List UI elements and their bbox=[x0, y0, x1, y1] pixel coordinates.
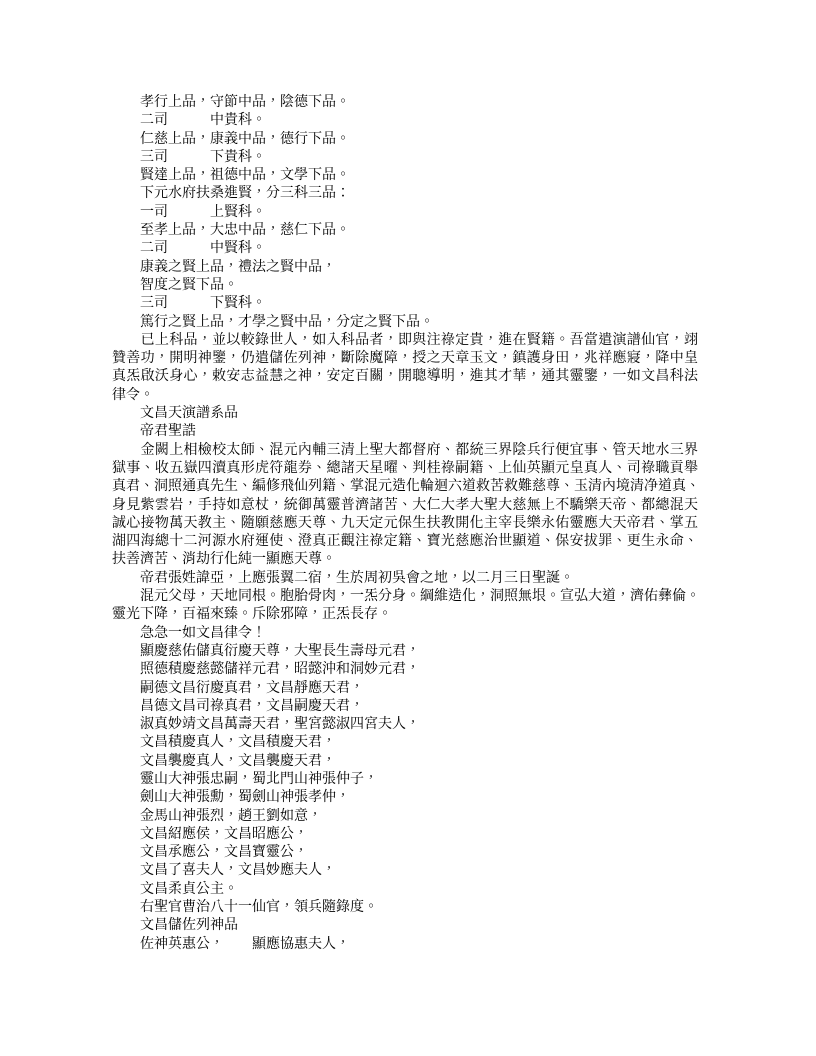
text-line: 帝君聖誥 bbox=[112, 424, 196, 440]
text-line: 一司 上賢科。 bbox=[112, 204, 266, 220]
text-line: 身見紫雲岩，手持如意杖，統御萬靈普濟諸苦、大仁大孝大聖大慈無上不驕樂天帝、都總混天 bbox=[112, 497, 698, 513]
text-line: 顯慶慈佑儲真衍慶天尊，大聖長生壽母元君， bbox=[112, 643, 420, 659]
text-line: 急急一如文昌律令！ bbox=[112, 625, 266, 641]
text-line: 二司 中貴科。 bbox=[112, 113, 266, 129]
text-line: 賢達上品，祖德中品，文學下品。 bbox=[112, 168, 350, 184]
text-block bbox=[112, 94, 698, 954]
text-line: 文昌襲慶真人，文昌襲慶天君， bbox=[112, 753, 336, 769]
text-line: 湖四海總十二河源水府運使、澄真正觀注祿定籍、寶光慈應治世顯道、保安拔罪、更生永命、 bbox=[112, 534, 698, 550]
text-line: 扶善濟苦、消劫行化純一顯應天尊。 bbox=[112, 552, 336, 568]
text-line: 三司 下貴科。 bbox=[112, 149, 266, 165]
text-line: 篤行之賢上品，才學之賢中品，分定之賢下品。 bbox=[112, 314, 434, 330]
text-line: 劍山大神張勳，蜀劍山神張孝仲， bbox=[112, 790, 350, 806]
text-line: 三司 下賢科。 bbox=[112, 296, 266, 312]
text-line: 照德積慶慈懿儲祥元君，昭懿沖和洞妙元君， bbox=[112, 662, 420, 678]
text-line: 誠心接物萬天教主、隨願慈應天尊、九天定元保生扶教開化主宰長樂永佑靈應大天帝君、掌五 bbox=[112, 515, 698, 531]
text-line: 淑真妙靖文昌萬壽天君，聖宮懿淑四宮夫人， bbox=[112, 717, 420, 733]
text-line: 真炁啟沃身心，敕安志益慧之神，安定百關，開聰導明，進其才華，通其靈鑒，一如文昌科法 bbox=[112, 369, 698, 385]
text-line: 金馬山神張烈，趙王劉如意， bbox=[112, 808, 322, 824]
text-line: 文昌承應公，文昌寶靈公， bbox=[112, 845, 308, 861]
text-line: 金闕上相檢校太師、混元內輔三清上聖大都督府、都統三界陰兵行便宜事、管天地水三界 bbox=[112, 442, 698, 458]
text-line: 贊善功，開明神鑒，仍遣儲佐列神，斷除魔障，授之天章玉文，鎮護身田，兆祥應寢，降中皇 bbox=[112, 351, 698, 367]
text-line: 已上科品，並以較錄世人，如入科品者，即與注祿定貴，進在賢籍。吾當遣演譜仙官，翊 bbox=[112, 332, 698, 348]
text-line: 靈山大神張忠嗣，蜀北門山神張仲子， bbox=[112, 771, 378, 787]
text-line: 孝行上品，守節中品，陰德下品。 bbox=[112, 95, 350, 110]
text-line: 靈光下降，百福來臻。斥除邪障，正炁長存。 bbox=[112, 607, 392, 623]
text-line: 文昌紹應侯，文昌昭應公， bbox=[112, 826, 308, 842]
text-line: 律令。 bbox=[112, 387, 154, 403]
text-line: 帝君張姓諱亞，上應張翼二宿，生於周初吳會之地，以二月三日聖誕。 bbox=[112, 570, 574, 586]
text-line: 文昌天演譜系品 bbox=[112, 406, 238, 422]
text-line: 二司 中賢科。 bbox=[112, 241, 266, 257]
text-line: 至孝上品，大忠中品，慈仁下品。 bbox=[112, 223, 350, 239]
text-line: 獄事、收五嶽四瀆真形虎符龍券、總諸天星曜、判桂祿嗣籍、上仙英顯元皇真人、司祿職貢舉 bbox=[112, 460, 698, 476]
text-line: 仁慈上品，康義中品，德行下品。 bbox=[112, 131, 350, 147]
text-line: 文昌柔貞公主。 bbox=[112, 881, 238, 897]
text-line: 真君、洞照通真先生、編修飛仙列籍、掌混元造化輪迴六道救苦救難慈尊、玉清內境清净道真、 bbox=[112, 479, 700, 495]
text-line: 下元水府扶桑進賢，分三科三品： bbox=[112, 186, 350, 202]
text-line: 康義之賢上品，禮法之賢中品， bbox=[112, 259, 336, 275]
text-line: 混元父母，天地同根。胞胎骨肉，一炁分身。綱維造化，洞照無垠。宣弘大道，濟佑彝倫。 bbox=[112, 589, 700, 605]
text-line: 文昌儲佐列神品 bbox=[112, 918, 238, 934]
text-line: 嗣德文昌衍慶真君，文昌靜應天君， bbox=[112, 680, 364, 696]
text-line: 佐神英惠公， 顯應協惠夫人， bbox=[112, 936, 350, 952]
text-line: 右聖官曹治八十一仙官，領兵隨錄度。 bbox=[112, 900, 378, 916]
text-line: 文昌積慶真人，文昌積慶天君， bbox=[112, 735, 336, 751]
text-line: 文昌了喜夫人，文昌妙應夫人， bbox=[112, 863, 336, 879]
text-line: 昌德文昌司祿真君，文昌嗣慶天君， bbox=[112, 698, 364, 714]
text-line: 智度之賢下品。 bbox=[112, 277, 238, 293]
